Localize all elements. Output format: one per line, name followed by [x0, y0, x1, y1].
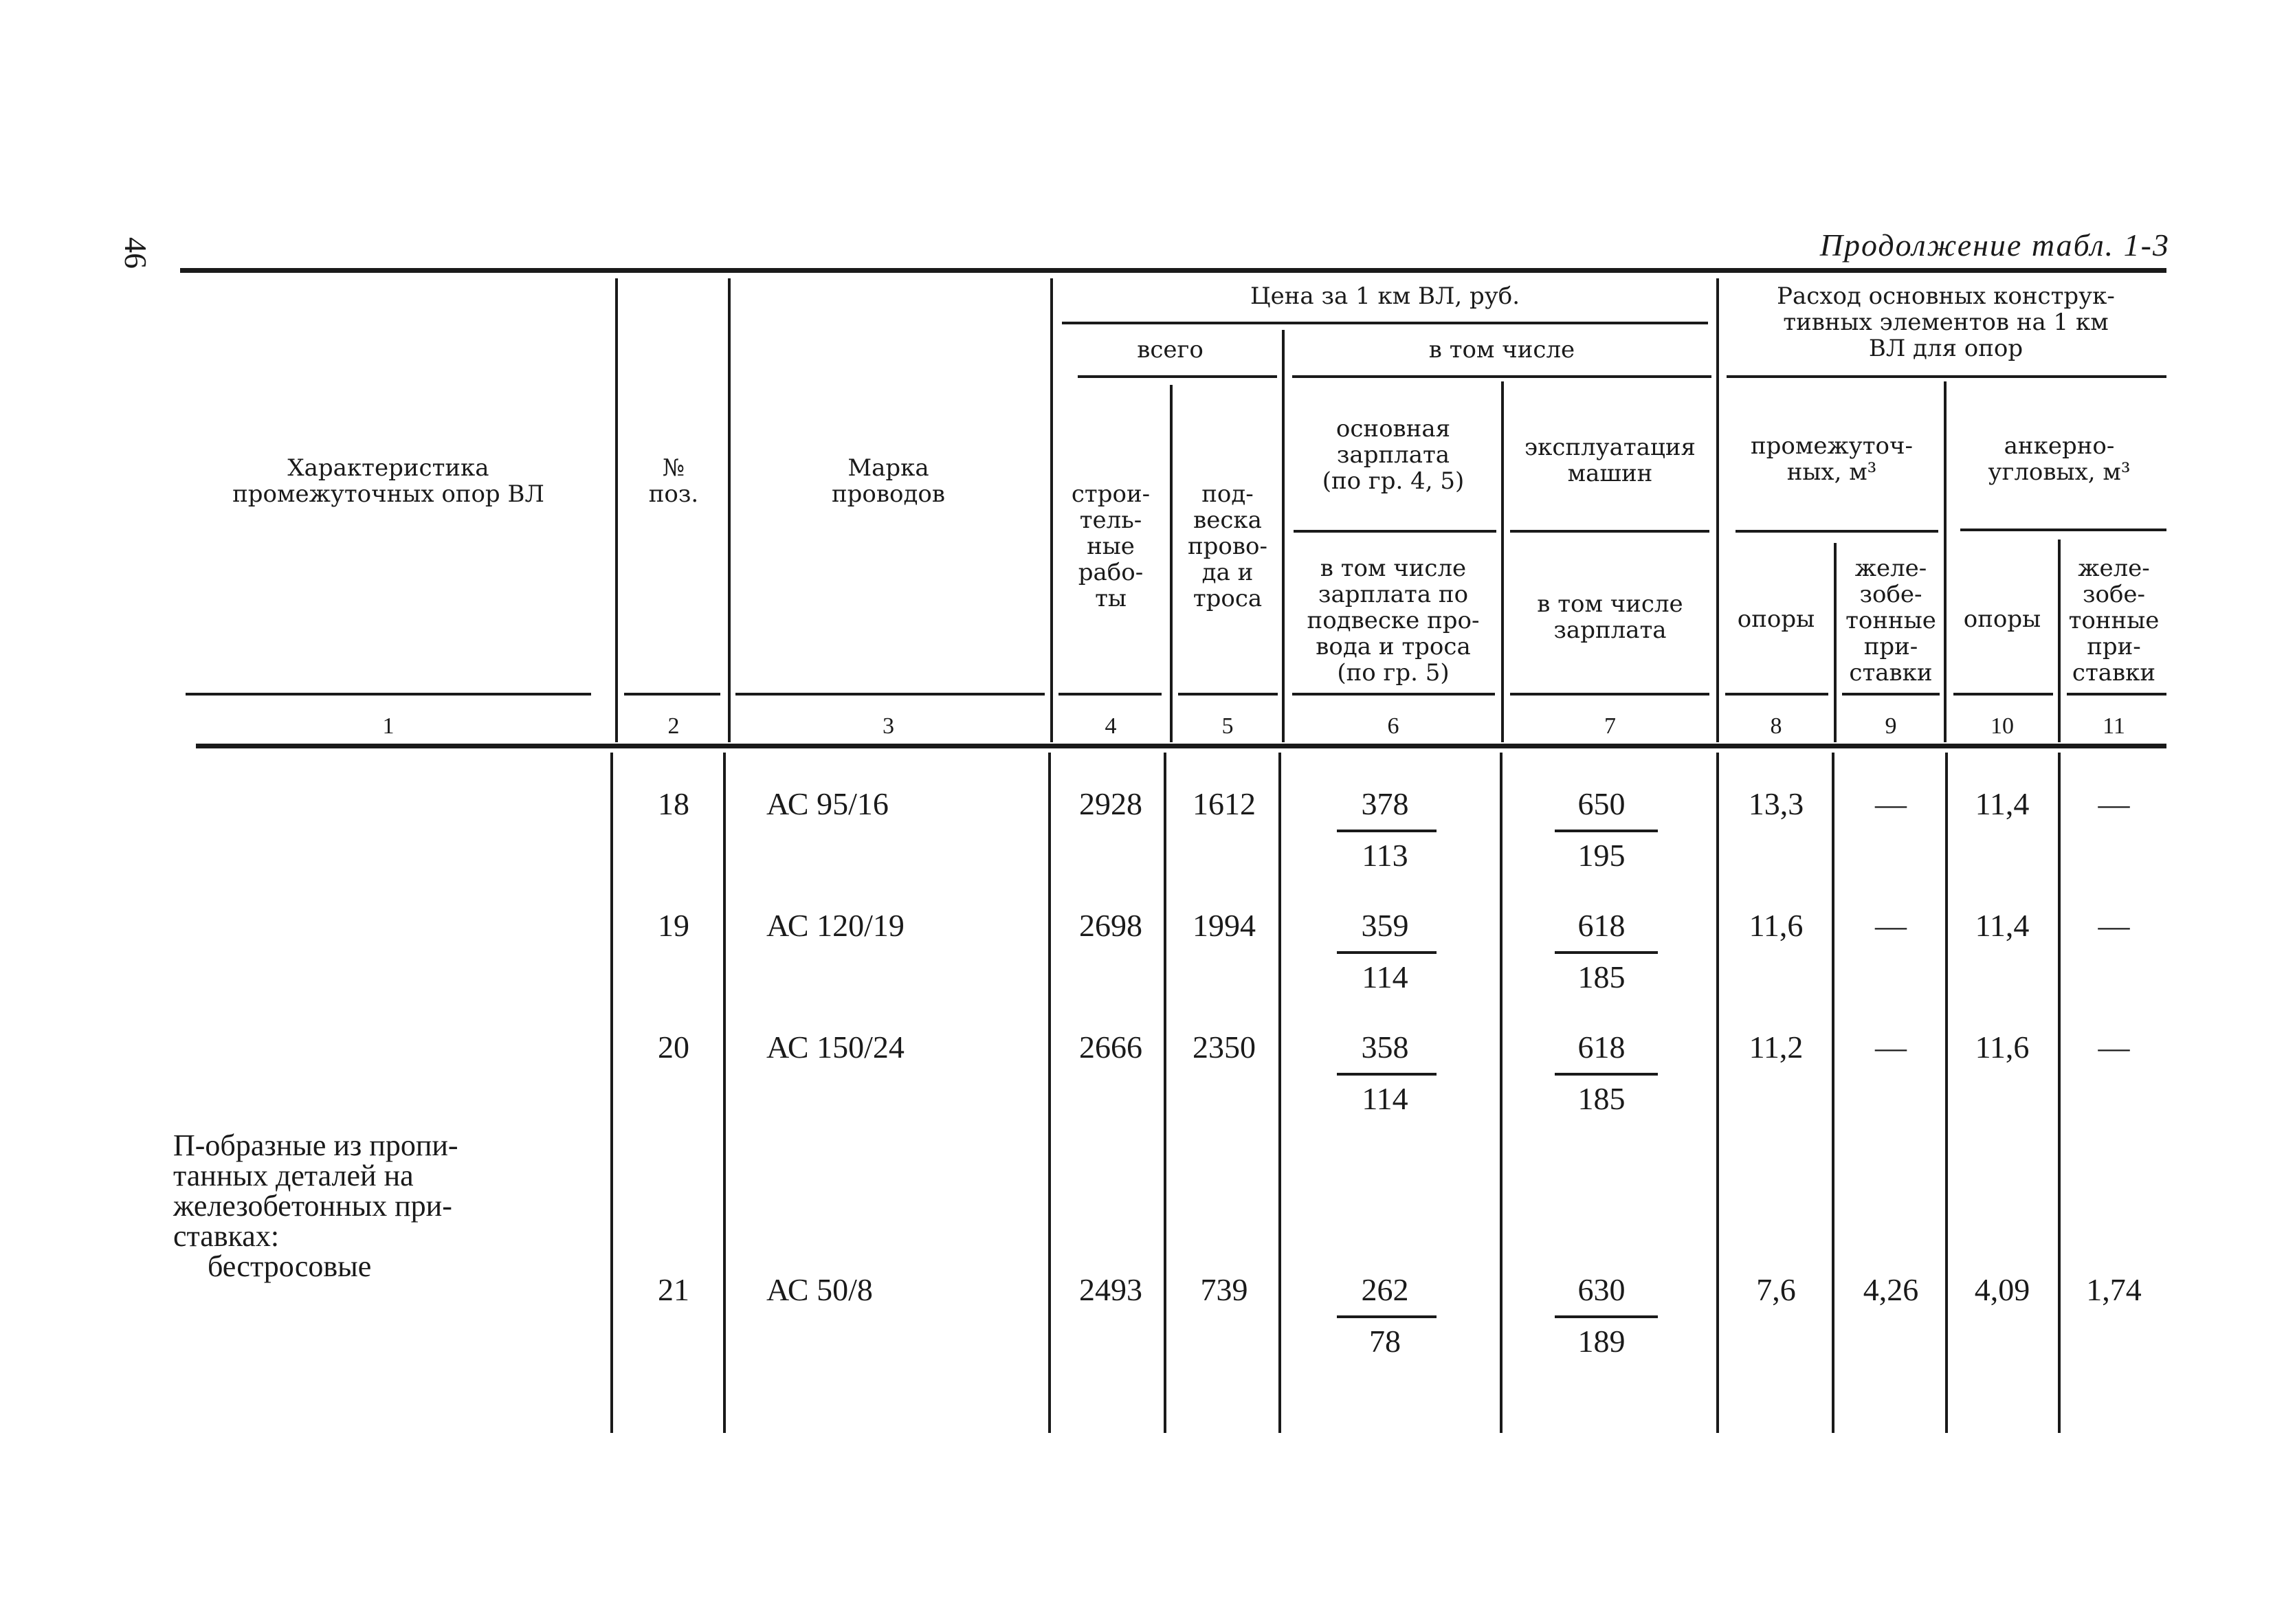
value-cell: —	[1875, 1030, 1907, 1065]
header-line: тонные	[2068, 607, 2160, 634]
header-characteristic	[186, 455, 591, 507]
value-cell: 2350	[1193, 1030, 1256, 1065]
header-line: ты	[1095, 585, 1127, 612]
header-line: Марка	[847, 454, 929, 482]
header-price-group: Цена за 1 км ВЛ, руб.	[1250, 282, 1520, 310]
header-consumption-group	[1722, 283, 2170, 361]
rule	[1178, 693, 1278, 696]
value-cell: 2928	[1079, 786, 1142, 821]
rule	[735, 693, 1045, 696]
rule	[1736, 530, 1938, 533]
header-line: рабо-	[1078, 559, 1144, 586]
header-line: проводов	[831, 480, 946, 508]
header-supports-8: опоры	[1737, 605, 1815, 633]
value-cell: 4,09	[1974, 1272, 2030, 1307]
rule	[1078, 375, 1277, 378]
header-rc-attachments-11	[2061, 555, 2167, 686]
header-line: ных, м³	[1786, 458, 1877, 486]
header-line: зарплата	[1553, 616, 1667, 644]
divider	[2058, 753, 2061, 1433]
fraction-line	[1337, 951, 1437, 954]
rule	[1058, 693, 1162, 696]
label-line: железобетонных при-	[173, 1189, 452, 1223]
fraction-top: 358	[1361, 1030, 1409, 1065]
label-line: ставках:	[173, 1219, 280, 1253]
fraction-line	[1555, 1073, 1658, 1076]
header-line: (по гр. 5)	[1337, 659, 1450, 687]
column-number: 6	[1387, 713, 1399, 739]
header-line: промежуточ-	[1751, 432, 1913, 460]
header-supports-10: опоры	[1963, 605, 2041, 633]
value-cell: 739	[1200, 1272, 1248, 1307]
value-cell: 7,6	[1756, 1272, 1796, 1307]
header-line: желе-	[1854, 555, 1927, 582]
pos-cell: 19	[658, 908, 689, 943]
divider	[1945, 753, 1948, 1433]
header-line: зарплата	[1336, 441, 1450, 469]
header-line: №	[662, 454, 685, 482]
header-line: угловых, м³	[1988, 458, 2131, 486]
header-line: анкерно-	[2004, 432, 2115, 460]
header-line: строи-	[1071, 480, 1151, 508]
value-cell: 4,26	[1863, 1272, 1919, 1307]
label-line: бестросовые	[208, 1249, 372, 1283]
header-wire-brand	[732, 455, 1045, 507]
divider	[723, 753, 726, 1433]
divider	[1501, 381, 1504, 742]
fraction-top: 618	[1577, 908, 1626, 943]
header-construction	[1055, 481, 1166, 612]
header-line: Характеристика	[287, 454, 489, 482]
fraction-top: 378	[1361, 786, 1409, 821]
divider	[728, 278, 731, 742]
fraction-line	[1337, 1315, 1437, 1318]
header-line: поз.	[648, 480, 699, 508]
column-number: 3	[883, 713, 894, 739]
fraction-top: 650	[1577, 786, 1626, 821]
header-line: основная	[1335, 415, 1451, 443]
brand-cell: АС 150/24	[766, 1030, 905, 1065]
fraction-line	[1337, 1073, 1437, 1076]
header-rc-attachments-9	[1837, 555, 1945, 686]
header-line: да и	[1201, 559, 1254, 586]
header-including: в том числе	[1428, 336, 1575, 364]
column-number: 1	[382, 713, 395, 739]
fraction-bottom: 185	[1577, 1081, 1626, 1116]
value-cell: 11,4	[1975, 786, 2030, 821]
brand-cell: АС 95/16	[766, 786, 889, 821]
page-number: 46	[118, 237, 153, 269]
header-line: желе-	[2078, 555, 2150, 582]
header-line: ставки	[1849, 659, 1933, 687]
rule	[1292, 375, 1711, 378]
header-line: ные	[1087, 533, 1135, 560]
column-number: 7	[1604, 713, 1616, 739]
value-cell: 1994	[1193, 908, 1256, 943]
fraction-top: 359	[1361, 908, 1409, 943]
value-cell: 2666	[1079, 1030, 1142, 1065]
divider	[1832, 753, 1834, 1433]
divider	[1716, 278, 1719, 742]
column-number: 11	[2103, 713, 2125, 739]
rule	[1953, 693, 2053, 696]
rule	[1510, 693, 1709, 696]
pos-cell: 20	[658, 1030, 689, 1065]
column-number: 10	[1991, 713, 2014, 739]
column-number: 9	[1885, 713, 1897, 739]
header-line: зобе-	[1859, 581, 1922, 608]
top-rule	[180, 268, 2166, 273]
value-cell: —	[2098, 786, 2130, 821]
value-cell: —	[1875, 786, 1907, 821]
header-line: зарплата по	[1318, 581, 1469, 608]
header-line: в том числе	[1320, 555, 1467, 582]
value-cell: 11,4	[1975, 908, 2030, 943]
pos-cell: 21	[658, 1272, 689, 1307]
rule	[1725, 693, 1828, 696]
label-line: П-образные из пропи-	[173, 1128, 458, 1162]
divider	[1282, 330, 1285, 742]
value-cell: 1,74	[2086, 1272, 2142, 1307]
header-line: Расход основных конструк-	[1777, 282, 2115, 310]
label-line: танных деталей на	[173, 1159, 414, 1192]
value-cell: 11,6	[1749, 908, 1804, 943]
header-incl-salary	[1505, 591, 1715, 643]
header-line: тель-	[1079, 507, 1142, 534]
header-base-salary	[1287, 416, 1500, 494]
header-line: под-	[1201, 480, 1254, 508]
rule	[1727, 375, 2166, 378]
fraction-top: 618	[1577, 1030, 1626, 1065]
value-cell: 11,2	[1749, 1030, 1804, 1065]
row-group-label	[173, 1128, 558, 1283]
divider	[1050, 278, 1053, 742]
header-line: (по гр. 4, 5)	[1322, 467, 1465, 495]
rule	[1960, 529, 2166, 531]
fraction-bottom: 185	[1577, 959, 1626, 994]
fraction-top: 262	[1361, 1272, 1409, 1307]
header-line: эксплуатация	[1524, 434, 1696, 461]
value-cell: 1612	[1193, 786, 1256, 821]
value-cell: 11,6	[1975, 1030, 2030, 1065]
divider	[1170, 385, 1173, 742]
fraction-bottom: 78	[1369, 1324, 1401, 1359]
divider	[1048, 753, 1051, 1433]
fraction-bottom: 113	[1362, 838, 1408, 873]
header-incl-salary-suspension	[1287, 555, 1500, 686]
divider	[1716, 753, 1719, 1433]
header-suspension	[1175, 481, 1280, 612]
table-caption: Продолжение табл. 1-3	[1819, 227, 2170, 263]
rule	[1292, 693, 1495, 696]
header-bottom-rule	[196, 744, 2166, 748]
header-line: машин	[1567, 460, 1653, 487]
divider	[1164, 753, 1166, 1433]
divider	[615, 278, 618, 742]
fraction-bottom: 189	[1577, 1324, 1626, 1359]
header-line: при-	[2087, 633, 2141, 660]
rule	[1062, 322, 1708, 324]
header-line: в том числе	[1537, 590, 1683, 618]
column-number: 8	[1770, 713, 1782, 739]
header-machine-operation	[1505, 434, 1715, 487]
header-line: зобе-	[2082, 581, 2146, 608]
header-line: веска	[1193, 507, 1262, 534]
brand-cell: АС 50/8	[766, 1272, 873, 1307]
fraction-line	[1555, 1315, 1658, 1318]
fraction-bottom: 114	[1362, 959, 1408, 994]
rule	[2067, 693, 2166, 696]
rule	[624, 693, 720, 696]
value-cell: —	[2098, 1030, 2130, 1065]
fraction-bottom: 195	[1577, 838, 1626, 873]
value-cell: —	[2098, 908, 2130, 943]
rule	[1510, 530, 1709, 533]
column-number: 4	[1105, 713, 1117, 739]
fraction-line	[1555, 830, 1658, 832]
header-line: подвеске про-	[1307, 607, 1480, 634]
divider	[610, 753, 613, 1433]
value-cell: 13,3	[1748, 786, 1804, 821]
header-line: ставки	[2072, 659, 2156, 687]
rule	[1842, 693, 1940, 696]
fraction-line	[1555, 951, 1658, 954]
header-line: промежуточных опор ВЛ	[232, 480, 544, 508]
column-number: 5	[1221, 713, 1234, 739]
brand-cell: АС 120/19	[766, 908, 905, 943]
rule	[186, 693, 591, 696]
header-intermediate	[1722, 433, 1942, 485]
header-anchor-corner	[1949, 433, 2170, 485]
fraction-bottom: 114	[1362, 1081, 1408, 1116]
divider	[1500, 753, 1503, 1433]
header-total: всего	[1137, 336, 1204, 364]
fraction-line	[1337, 830, 1437, 832]
header-line: прово-	[1188, 533, 1267, 560]
header-pos	[622, 455, 725, 507]
value-cell: 2698	[1079, 908, 1142, 943]
fraction-top: 630	[1577, 1272, 1626, 1307]
header-line: троса	[1193, 585, 1263, 612]
value-cell: 2493	[1079, 1272, 1142, 1307]
header-line: вода и троса	[1316, 633, 1471, 660]
rule	[1294, 530, 1496, 533]
header-line: при-	[1863, 633, 1918, 660]
pos-cell: 18	[658, 786, 689, 821]
header-line: тонные	[1845, 607, 1936, 634]
header-line: тивных элементов на 1 км	[1783, 309, 2109, 336]
value-cell: —	[1875, 908, 1907, 943]
column-number: 2	[667, 713, 680, 739]
divider	[1278, 753, 1281, 1433]
header-line: ВЛ для опор	[1868, 335, 2023, 362]
